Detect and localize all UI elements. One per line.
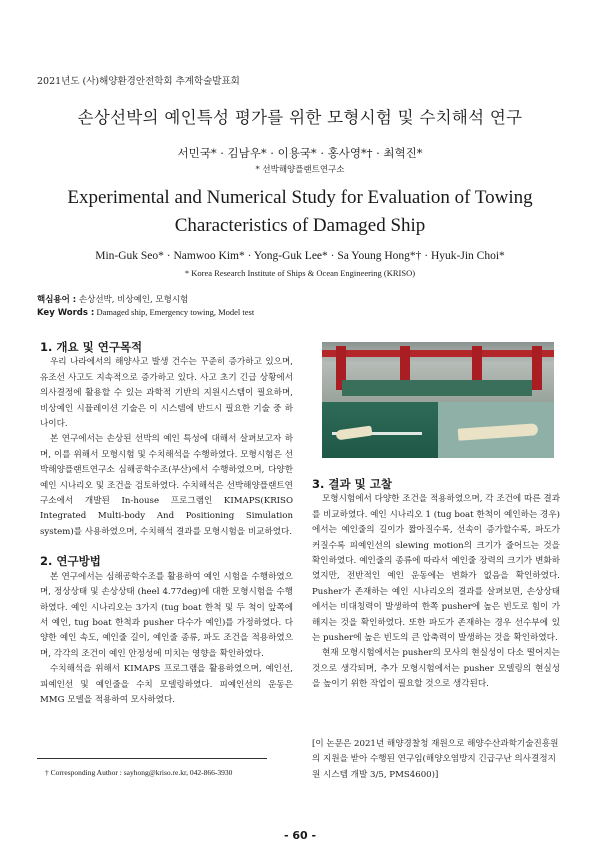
ship-model-photo [438, 402, 554, 458]
section-2-paragraph-2: 수치해석을 위해서 KIMAPS 프로그램을 활용하였으며, 예인선, 피예인선 및 예인줄을 수치 모델링하였다. 피예인선의 운동은 MMG 모델을 적용하여 모사하였다. [40, 664, 293, 705]
affiliation-english: * Korea Research Institute of Ships & Ocean Engineering (KRISO) [184, 268, 416, 278]
keywords-korean-values: 손상선박, 비상예인, 모형시험 [78, 295, 189, 305]
keywords-english [37, 307, 254, 318]
section-1-title: 1. 개요 및 연구목적 [40, 340, 143, 354]
section-3-title: 3. 결과 및 고찰 [312, 477, 392, 491]
authors-english: Min-Guk Seo* · Namwoo Kim* · Yong-Guk Lee* · Sa Young Hong*† · Hyuk-Jin Choi* [95, 250, 505, 262]
section-2-paragraph-1: 본 연구에서는 심해공학수조를 활용하여 예인 시험을 수행하였으며, 정상상태 및 손상상태 (heel 4.77deg)에 대한 모형시험을 수행하였다. 예인 시나리오는 3가지 (tug boat 한척 및 두 척이 앞쪽에서 예인, tug boat 한척과 pusher 다수가 예인)를 가정하였다. 다양한 예인 속도, 예인줄 길이, 예인줄 종류, 파도 조건을 적용하였으며, 각각의 조건이 예인 안정성에 미치는 영향을 확인하였다. [40, 571, 293, 659]
section-1-paragraph-1: 우리 나라에서의 해양사고 발생 건수는 꾸준히 증가하고 있으며, 유조선 사고도 지속적으로 증가하고 있다. 사고 초기 긴급 상황에서 의사결정에 활용할 수 있는 과학적 기반의 지원시스템이 필요하며, 비상예인 시뮬레이션 기술은 이 시스템에 반드시 필요한 기술 중 하나이다. [40, 357, 293, 430]
keywords-korean [37, 293, 188, 305]
title-english: Experimental and Numerical Study for Evaluation of Towing Characteristics of Damaged Ship [67, 187, 533, 236]
conference-header: 2021년도 (사)해양환경안전학회 추계학술발표회 [37, 76, 240, 87]
affiliation-korean: * 선박해양플랜트연구소 [255, 165, 345, 175]
model-test-figure [322, 342, 554, 458]
towing-tank-photo [322, 342, 554, 402]
towing-test-photo [322, 402, 438, 458]
page-number: - 60 - [283, 829, 317, 842]
title-korean: 손상선박의 예인특성 평가를 위한 모형시험 및 수치해석 연구 [77, 108, 523, 127]
section-2-title: 2. 연구방법 [40, 554, 101, 569]
acknowledgement: [이 논문은 2021년 해양경찰청 재원으로 해양수산과학기술진흥원의 지원을 받아 수행된 연구임(해양오염방지 긴급구난 의사결정지원 시스템 개발 3/5, PMS4600)] [312, 739, 559, 780]
corresponding-author-footnote: † Corresponding Author : sayhong@kriso.re.kr, 042-866-3930 [45, 768, 233, 777]
right-column [312, 477, 560, 693]
keywords-korean-label: 핵심용어 : [37, 295, 77, 305]
section-1-paragraph-2: 본 연구에서는 손상된 선박의 예인 특성에 대해서 살펴보고자 하며, 이를 위해서 모형시험 및 수치해석을 수행하였다. 모형시험은 선박해양플랜트연구소 심해공학수조(부산)에서 수행하였으며, 다양한 예인 시나리오 및 조건을 검토하였다. 수치해석은 선박해양플랜트연구소에서 개발된 In-house 프로그램인 KIMAPS(KRISO Integrated Multi-body And Positioning Simulation system)를 사용하였으며, 수치해석 결과를 모형시험을 비교하였다. [40, 434, 293, 537]
left-column [40, 340, 293, 708]
section-3-paragraph-1: 모형시험에서 다양한 조건을 적용하였으며, 각 조건에 따른 결과를 비교하였다. 예인 시나리오 1 (tug boat 한척이 예인하는 경우)에서는 예인줄의 길이가 짧아질수록, 선속이 증가할수록, 파도가 커질수록 피예인선의 slewing motion의 크기가 줄어드는 것을 확인하였다. 예인줄의 종류에 따라서 예인줄 장력의 크기가 변화하였지만, 전반적인 예인 운동에는 변화가 없음을 확인하였다. Pusher가 존재하는 예인 시나리오의 결과를 살펴보면, 손상상태에서는 비대칭력이 발생하여 한쪽 pusher에 높은 빈도로 힘이 가해지는 것을 확인하였다. 또한 파도가 존재하는 경우 선수부에 있는 pusher에 높은 빈도의 큰 압축력이 발생하는 것을 확인하였다. [312, 494, 560, 644]
authors-korean: 서민국* · 김남우* · 이용국* · 홍사영*† · 최혁진* [177, 146, 423, 160]
footnote-divider [37, 758, 267, 759]
keywords-english-label: Key Words : [37, 308, 95, 318]
keywords-english-values: Damaged ship, Emergency towing, Model test [96, 307, 255, 317]
section-3-paragraph-2: 현재 모형시험에서는 pusher의 모사의 현실성이 다소 떨어지는 것으로 생각되며, 추가 모형시험에서는 pusher 모델링의 현실성을 높이기 위한 작업이 필요할 것으로 생각된다. [312, 648, 560, 690]
